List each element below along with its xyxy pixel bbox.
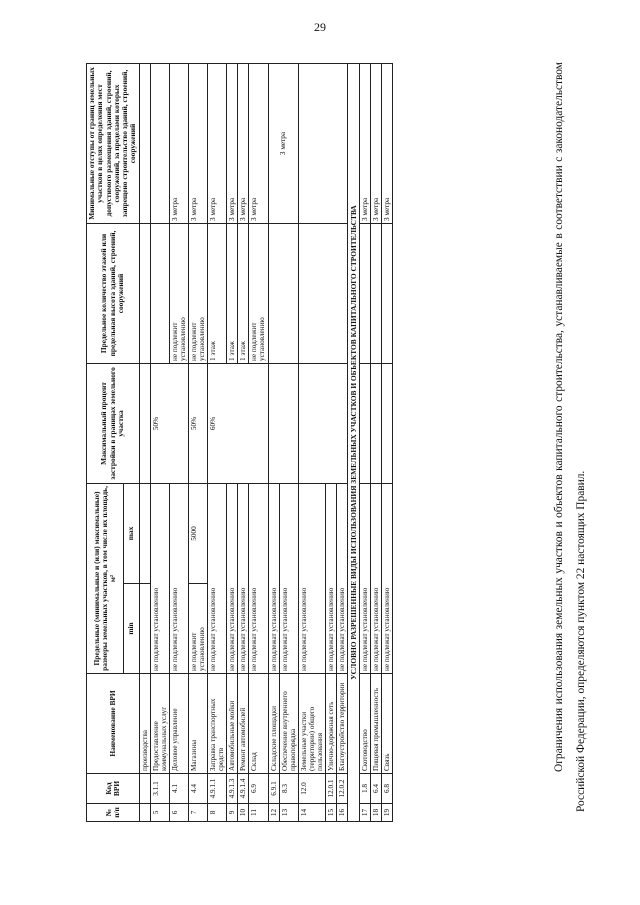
header-floors: Предельное количество этажей или предельная высота зданий, строений, сооружений [87, 223, 140, 363]
code-cell: 1.8 [360, 774, 371, 804]
code-cell: 6.9 [249, 774, 268, 804]
floors-text-a: не подлежит [170, 322, 179, 361]
percent-cell [360, 363, 371, 483]
floors-cell: 1 этаж [227, 223, 238, 363]
floors-cell [189, 223, 208, 363]
floors-cell [382, 223, 393, 363]
floors-cell [268, 223, 298, 363]
num-cell: 19 [382, 804, 393, 822]
code-cell: 12.0 [298, 774, 325, 804]
table-row [382, 63, 393, 821]
name-cell: Ремонт автомобилей [238, 674, 249, 774]
floors-text-a: не подлежит [250, 322, 259, 361]
floors-cell [249, 223, 268, 363]
setback-cell: 3 метра [268, 63, 298, 223]
size-cell: не подлежат установлению [371, 483, 382, 673]
name-cell: Складские площадки [268, 674, 279, 774]
min-cell [189, 584, 208, 674]
num-cell: 18 [371, 804, 382, 822]
name-cell: Предоставление коммунальных услуг [150, 674, 169, 774]
num-cell: 17 [360, 804, 371, 822]
num-cell: 16 [336, 804, 347, 822]
page-number: 29 [314, 20, 326, 34]
section-conditional-title: УСЛОВНО РАЗРЕШЕННЫЕ ВИДЫ ИСПОЛЬЗОВАНИЯ ЗЕМЕЛЬНЫХ УЧАСТКОВ И ОБЪЕКТОВ КАПИТАЛЬНОГО СТРОИТЕЛЬСТВА [348, 63, 360, 821]
table-row [298, 63, 325, 821]
setback-cell [150, 63, 169, 223]
rotated-content [86, 42, 626, 822]
floors-cell: 1 этаж [208, 223, 227, 363]
setback-cell: 3 метра [169, 63, 188, 223]
name-cell: Скотоводство [360, 674, 371, 774]
size-cell: не подлежат установлению [268, 483, 279, 673]
code-cell: 4.1 [169, 774, 188, 804]
header-size: Предельные (минимальные и (или) максимальные) размеры земельных участков, в том числе их площадь, м² [87, 483, 124, 673]
table-row [208, 63, 227, 821]
name-cell: Склад [249, 674, 268, 774]
num-cell: 15 [325, 804, 336, 822]
size-cell: не подлежат установлению [227, 483, 238, 673]
code-cell: 12.0.2 [336, 774, 347, 804]
table-row [371, 63, 382, 821]
code-cell: 6.9.1 [268, 774, 279, 804]
size-cell: не подлежат установлению [336, 483, 347, 673]
header-percent: Максимальный процент застройки в границах земельного участка [87, 363, 140, 483]
name-cell: Связь [382, 674, 393, 774]
name-cell: Автомобильные мойки [227, 674, 238, 774]
floors-cell [298, 223, 347, 363]
floors-cell: 1 этаж [238, 223, 249, 363]
max-cell: 5000 [189, 483, 208, 583]
table-row [360, 63, 371, 821]
percent-cell [268, 363, 298, 483]
size-cell: не подлежат установлению [150, 483, 169, 673]
table-row [268, 63, 279, 821]
num-cell: 9 [227, 804, 238, 822]
min-text-a: не подлежит [190, 632, 198, 671]
floors-text-b: установлению [178, 317, 187, 361]
percent-cell: 50% [189, 363, 208, 483]
table-row [139, 63, 150, 821]
num-cell: 12 [268, 804, 279, 822]
setback-cell: 3 метра [382, 63, 393, 223]
size-cell: не подлежат установлению [238, 483, 249, 673]
code-cell: 6.4 [371, 774, 382, 804]
code-cell: 4.4 [189, 774, 208, 804]
size-cell: не подлежат установлению [382, 483, 393, 673]
floors-cell [371, 223, 382, 363]
header-setback: Минимальные отступы от границ земельных участков в целях определения мест допустимого размещения зданий, строений, сооружений, за пределами которых запрещено строительство зданий, строений, сооружений [87, 63, 140, 223]
header-num: № п/п [87, 804, 140, 822]
code-cell: 4.9.1.4 [238, 774, 249, 804]
num-cell: 5 [150, 804, 169, 822]
setback-cell: 3 метра [360, 63, 371, 223]
code-cell: 12.0.1 [325, 774, 336, 804]
num-cell: 13 [279, 804, 298, 822]
size-cell: не подлежат установлению [249, 483, 268, 673]
percent-cell [382, 363, 393, 483]
name-cell: Обеспечение внутреннего правопорядка [279, 674, 298, 774]
land-use-table [86, 63, 393, 822]
percent-cell: 50% [150, 363, 188, 483]
setback-cell: 3 метра [189, 63, 208, 223]
setback-cell: 3 метра [371, 63, 382, 223]
code-cell: 4.9.1.1 [208, 774, 227, 804]
table-row [189, 63, 208, 821]
setback-cell: 3 метра [249, 63, 268, 223]
table-header-row [87, 63, 124, 821]
num-cell: 8 [208, 804, 227, 822]
header-max: max [124, 483, 139, 583]
setback-cell: 3 метра [227, 63, 238, 223]
percent-cell: 60% [208, 363, 268, 483]
percent-cell [298, 363, 347, 483]
floors-text-b: установлению [258, 317, 267, 361]
floors-cell [360, 223, 371, 363]
name-cell: Пищевая промышленность [371, 674, 382, 774]
header-code: Код ВРИ [87, 774, 140, 804]
size-cell: не подлежат установлению [208, 483, 227, 673]
floors-text-a: не подлежит [190, 322, 198, 361]
code-cell: 6.8 [382, 774, 393, 804]
header-name: Наименование ВРИ [87, 674, 140, 774]
num-cell: 7 [189, 804, 208, 822]
num-cell: 10 [238, 804, 249, 822]
size-cell: не подлежат установлению [279, 483, 298, 673]
min-text-b: установлению [198, 627, 207, 671]
header-min: min [124, 584, 139, 674]
code-cell: 4.9.1.3 [227, 774, 238, 804]
table-row [150, 63, 169, 821]
section-row [348, 63, 360, 821]
num-cell: 6 [169, 804, 188, 822]
size-cell: не подлежат установлению [360, 483, 371, 673]
floors-cell [169, 223, 188, 363]
name-cell: Заправка транспортных средств [208, 674, 227, 774]
footnote-paragraph: Ограничения использования земельных участков и объектов капитального строительства, устанавливаемые в соответствии с законодательством Российской Федерации, определяются пунктом 22 настоящих Правил. [553, 62, 587, 812]
name-cell: производства [139, 674, 150, 774]
code-cell: 8.3 [279, 774, 298, 804]
name-cell: Благоустройство территории [336, 674, 347, 774]
num-cell: 11 [249, 804, 268, 822]
num-cell: 14 [298, 804, 325, 822]
setback-cell: 3 метра [208, 63, 227, 223]
floors-cell [150, 223, 169, 363]
setback-cell: 3 метра [238, 63, 249, 223]
setback-cell [298, 63, 347, 223]
code-cell: 3.1.1 [150, 774, 169, 804]
name-cell: Деловое управление [169, 674, 188, 774]
size-cell: не подлежат установлению [169, 483, 188, 673]
name-cell: Магазины [189, 674, 208, 774]
size-cell: не подлежат установлению [325, 483, 336, 673]
size-cell: не подлежат установлению [298, 483, 325, 673]
name-cell: Земельные участки (территории) общего пользования [298, 674, 325, 774]
percent-cell [371, 363, 382, 483]
floors-text-b: установлению [198, 317, 207, 361]
name-cell: Улично-дорожная сеть [325, 674, 336, 774]
